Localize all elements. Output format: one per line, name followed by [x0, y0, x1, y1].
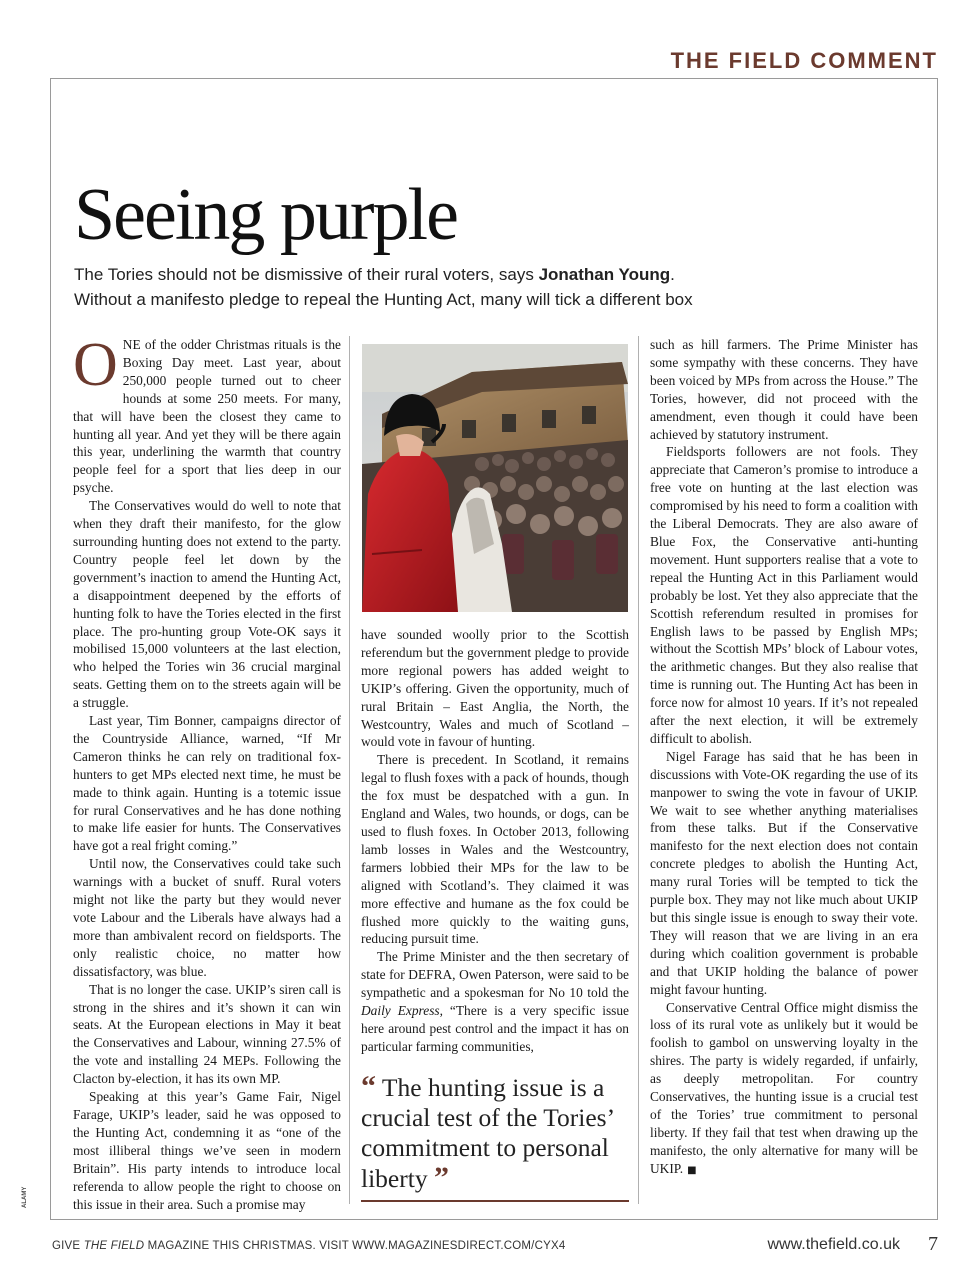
column-rule-1 [349, 336, 350, 1204]
hunt-meet-photo [362, 344, 628, 612]
pull-quote-text: The hunting issue is a crucial test of the Tories’ commitment to personal liberty [361, 1073, 614, 1193]
end-mark-icon: ■ [687, 1164, 697, 1176]
publication-name: Daily Express [361, 1003, 440, 1019]
article-column-2 [361, 626, 629, 1056]
headline: Seeing purple [74, 174, 457, 256]
drop-cap: O [73, 331, 118, 399]
paragraph: Speaking at this year’s Game Fair, Nigel Farage, UKIP’s leader, said he was opposed to the Hunting Act, condemning it as “one of the most illiberal things we’ve seen in modern Britain”. His party intends to introduce local referenda to allow people the right to choose on this issue in their area. Such a promise may [73, 1089, 341, 1212]
pull-quote [361, 1072, 629, 1202]
page-number: 7 [928, 1233, 938, 1255]
article-column-3 [650, 336, 918, 1180]
paragraph [650, 999, 918, 1180]
paragraph: There is precedent. In Scotland, it remains legal to flush foxes with a pack of hounds, though the fox must be despatched with a gun. In England and Wales, two hounds, or dogs, can be used to flush foxes. In October 2013, following lamb losses in Wales and the Westcountry, farmers lobbied their MPs for the law to be aligned with Scotland’s. They claimed it was more effective and humane as the fox could be flushed more quickly to the waiting guns, reducing pursuit time. [361, 752, 629, 947]
paragraph: have sounded woolly prior to the Scottish referendum but the government pledge to provide more regional powers has added weight to UKIP’s offering. Given the opportunity, much of rural Britain – East Anglia, the North, the Westcountry, Wales and much of Scotland – would vote in favour of hunting. [361, 627, 629, 750]
standfirst [74, 262, 894, 312]
footer-promo [52, 1240, 565, 1252]
paragraph: That is no longer the case. UKIP’s siren call is strong in the shires and it’s shown it can win seats. At the European elections in May it beat the Conservatives and Labour, winning 27.5% of the vote and installing 24 MEPs. Following the Clacton by-election, it has its own MP. [73, 981, 341, 1087]
footer-magazine-name: THE FIELD [83, 1240, 145, 1252]
section-label: THE FIELD COMMENT [670, 48, 938, 73]
paragraph-text: NE of the odder Christmas rituals is the Boxing Day meet. Last year, about 250,000 people turned out to cheer hounds at some 250 meets. For many, that will have been the closest they came to hunting all year. And yet they will be there again this year, underlining the warmth that country people feel for a sport that lies deep in our psyche. [73, 337, 341, 496]
paragraph-text: Conservative Central Office might dismiss the loss of its rural vote as unlikely but it would be foolish to gambol on unswerving loyalty in the shires. The party is widely regarded, if unfairly, as deeply metropolitan. For country Conservatives, the hunting issue is a crucial test of the Tories’ true commitment to personal liberty. If they fail that test when drawing up the manifesto, the only alternative for many will be UKIP. [650, 999, 918, 1176]
paragraph: Last year, Tim Bonner, campaigns director of the Countryside Alliance, warned, “If Mr Cameron thinks he can rely on traditional fox-hunters to get MPs elected next time, he must be made to think again. Hunting is a totemic issue for rural Conservatives and he has done nothing to make life easier for hunts. The Conservatives have got a real fright coming.” [73, 713, 341, 854]
author-name: Jonathan Young [538, 265, 671, 284]
close-quote-mark: ” [433, 1161, 449, 1194]
photo-credit: ALAMY [22, 1186, 28, 1208]
paragraph: Until now, the Conservatives could take such warnings with a bucket of snuff. Rural voters might not like the party but they would never vote Labour and the Liberals have always had a more than ambivalent record on fieldsports. The only realistic choice, no matter how dissatisfactory, was blue. [73, 856, 341, 979]
open-quote-mark: “ [361, 1070, 376, 1103]
paragraph [73, 331, 341, 497]
paragraph-text: The Prime Minister and the then secretary of state for DEFRA, Owen Paterson, were said to be sympathetic and a spokesman for No 10 told the [361, 949, 629, 1001]
standfirst-line2: Without a manifesto pledge to repeal the Hunting Act, many will tick a different box [74, 290, 693, 309]
footer-promo-text: GIVE [52, 1240, 84, 1252]
paragraph-text: , “There is a very specific issue here around pest control and the impact it has on particular farming communities, [361, 1003, 630, 1054]
column-rule-2 [638, 336, 639, 1204]
paragraph: such as hill farmers. The Prime Minister has some sympathy with these concerns. They have been voiced by MPs from across the House.” The Tories, however, did not proceed with the amendment, even though it could have been achieved by statutory instrument. [650, 337, 918, 442]
footer-website-link[interactable]: www.thefield.co.uk [767, 1236, 900, 1253]
standfirst-intro: The Tories should not be dismissive of their rural voters, says [74, 265, 539, 284]
paragraph [361, 948, 629, 1055]
article-column-1 [73, 331, 341, 1213]
paragraph: Fieldsports followers are not fools. They appreciate that Cameron’s promise to introduce a free vote on hunting at the last election was compromised by his need to form a coalition with the Liberal Democrats. They are also aware of Blue Fox, the Conservative anti-hunting movement. Hunt supporters realise that a vote to repeal the Hunting Act in this Parliament would probably be lost. Yet they also appreciate that the Scottish referendum resulted in promises for English laws to be passed by English MPs; without the Scottish MPs’ block of Labour votes, the arithmetic changes. But they also realise that time is running out. The Hunting Act has been in force now for almost 10 years. If it’s not repealed after the next election, it will be extremely difficult to abolish. [650, 444, 918, 746]
standfirst-period: . [670, 265, 675, 284]
footer-promo-text: MAGAZINE THIS CHRISTMAS. VISIT WWW.MAGAZINESDIRECT.COM/CYX4 [144, 1240, 566, 1252]
paragraph: Nigel Farage has said that he has been in discussions with Vote-OK regarding the use of its manpower to swing the vote in favour of UKIP. We wait to see whether anything materialises from these talks. But if the Conservative manifesto for the next election does not contain concrete pledges to abolish the Hunting Act, many rural Tories will be tempted to tick the purple box. They may not like much about UKIP but this single issue is enough to sway their vote. They will reason that we are living in an era during which coalition government is probable and that UKIP holding the balance of power might favour hunting. [650, 748, 918, 997]
paragraph: The Conservatives would do well to note that when they draft their manifesto, for the glow surrounding hunting does not extend to the party. Country people feel let down by the government’s inaction to amend the Hunting Act, a disappointment deepened by the efforts of hunting folk to have the Tories elected in the first place. The pro-hunting group Vote-OK says it mobilised 15,000 volunteers at the last election, who helped the Tories win 36 crucial marginal seats. Getting them on to the streets again will be a struggle. [73, 498, 341, 711]
